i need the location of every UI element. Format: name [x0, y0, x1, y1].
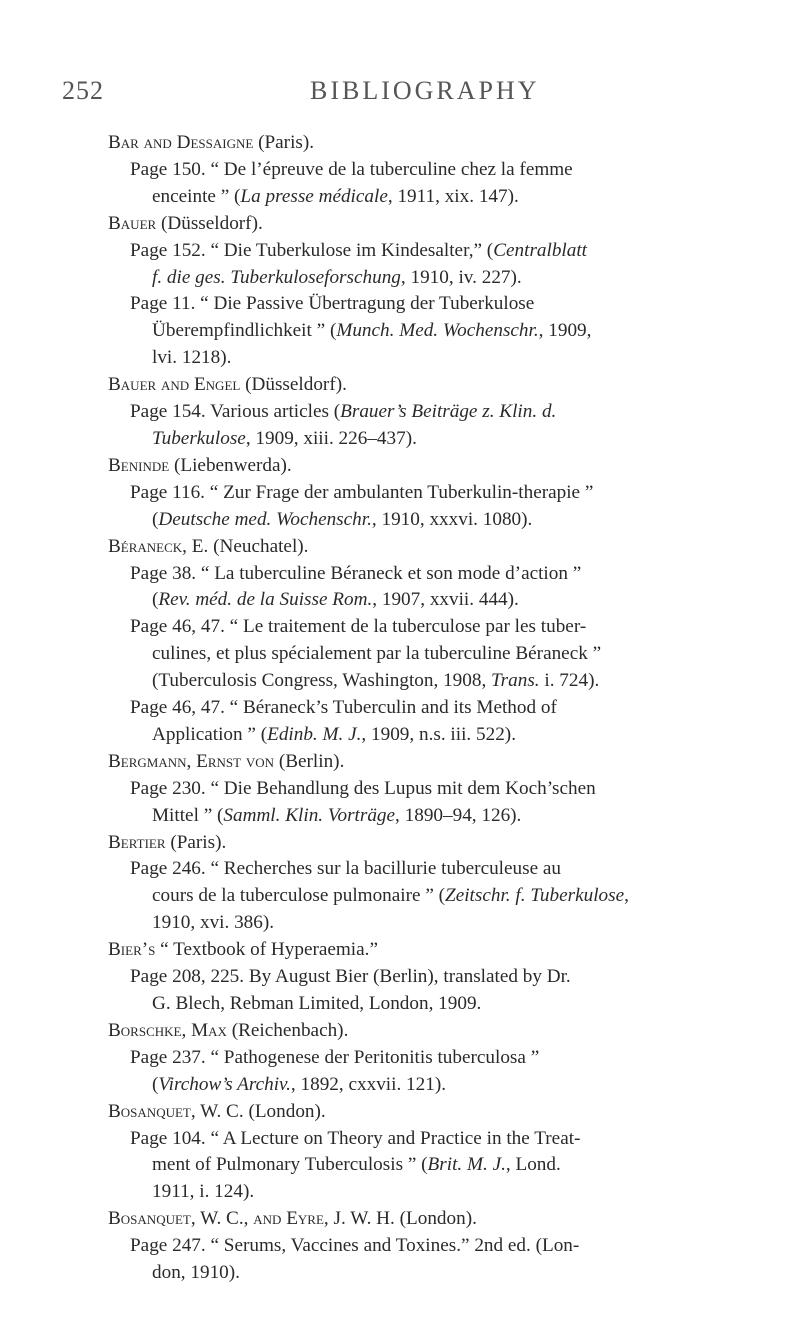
text-segment: Page 154. Various articles (: [130, 401, 341, 423]
entry-author: [108, 937, 748, 964]
bibliography-entry: [108, 1206, 748, 1287]
reference-line: [130, 265, 748, 292]
entry-author: [108, 211, 748, 238]
entry-author: [108, 1206, 748, 1233]
bibliography-entry: [108, 830, 748, 938]
text-segment: (Paris).: [165, 831, 227, 853]
reference-line: [130, 641, 748, 668]
entry-reference: [130, 856, 748, 937]
text-segment: Samml. Klin. Vorträge: [223, 804, 396, 826]
reference-line: [130, 345, 748, 372]
text-segment: Überempfindlichkeit ” (: [152, 320, 337, 342]
entry-reference: [130, 399, 748, 453]
entry-author: [108, 830, 748, 857]
text-segment: f. die ges. Tuberkuloseforschung: [152, 266, 401, 288]
entry-reference: [130, 291, 748, 372]
reference-line: [130, 964, 748, 991]
bibliography-entry: [108, 130, 748, 211]
reference-line: [130, 883, 748, 910]
bibliography-entries: [108, 130, 748, 1287]
text-segment: Bergmann, Ernst von: [108, 750, 275, 772]
bibliography-entry: [108, 749, 748, 830]
text-segment: “ Textbook of Hyperaemia.”: [155, 939, 378, 961]
text-segment: (Tuberculosis Congress, Washington, 1908,: [152, 670, 492, 692]
text-segment: , 1909, xiii. 226–437).: [245, 427, 417, 449]
text-segment: Béraneck, E.: [108, 535, 209, 557]
reference-line: [130, 426, 748, 453]
text-segment: (Düsseldorf).: [156, 212, 263, 234]
text-segment: Virchow’s Archiv.: [158, 1073, 291, 1095]
text-segment: , 1890–94, 126).: [395, 804, 522, 826]
entry-author: [108, 372, 748, 399]
text-segment: (Neuchatel).: [208, 535, 309, 557]
text-segment: enceinte ” (: [152, 185, 241, 207]
text-segment: ment of Pulmonary Tuberculosis ” (: [152, 1154, 428, 1176]
text-segment: Page 208, 225. By August Bier (Berlin), translated by Dr.: [130, 966, 571, 988]
reference-line: [130, 722, 748, 749]
text-segment: Bertier: [108, 831, 166, 853]
reference-line: [130, 157, 748, 184]
text-segment: Page 230. “ Die Behandlung des Lupus mit dem Koch’schen: [130, 777, 596, 799]
bibliography-entry: [108, 372, 748, 453]
reference-line: [130, 399, 748, 426]
text-segment: Page 247. “ Serums, Vaccines and Toxines.” 2nd ed. (Lon-: [130, 1235, 580, 1257]
text-segment: don, 1910).: [152, 1262, 240, 1284]
text-segment: Edinb. M. J.: [267, 723, 362, 745]
reference-line: [130, 1045, 748, 1072]
reference-line: [130, 668, 748, 695]
text-segment: (Reichenbach).: [226, 1019, 349, 1041]
text-segment: Brit. M. J.: [427, 1154, 506, 1176]
entry-reference: [130, 561, 748, 615]
text-segment: Application ” (: [152, 723, 268, 745]
entry-reference: [130, 614, 748, 695]
bibliography-entry: [108, 1099, 748, 1207]
text-segment: Mittel ” (: [152, 804, 224, 826]
reference-line: [130, 910, 748, 937]
reference-line: [130, 507, 748, 534]
text-segment: Trans.: [491, 670, 540, 692]
text-segment: (London).: [394, 1208, 477, 1230]
reference-line: [130, 1179, 748, 1206]
reference-line: [130, 1152, 748, 1179]
text-segment: Page 246. “ Recherches sur la bacillurie tuberculeuse au: [130, 858, 562, 880]
text-segment: (: [152, 1073, 159, 1095]
text-segment: (Berlin).: [274, 750, 345, 772]
text-segment: Zeitschr. f. Tuberkulose: [445, 885, 625, 907]
text-segment: Centralblatt: [493, 239, 588, 261]
text-segment: Page 116. “ Zur Frage der ambulanten Tuberkulin-therapie ”: [130, 481, 594, 503]
page-number: 252: [62, 76, 104, 105]
text-segment: G. Blech, Rebman Limited, London, 1909.: [152, 993, 482, 1014]
entry-reference: [130, 695, 748, 749]
text-segment: Page 46, 47. “ Le traitement de la tuberculose par les tuber-: [130, 616, 587, 638]
text-segment: i. 724).: [539, 670, 600, 692]
reference-line: [130, 776, 748, 803]
bibliography-entry: [108, 211, 748, 372]
text-segment: Bier’s: [108, 939, 156, 961]
text-segment: , 1909,: [538, 320, 592, 342]
reference-line: [130, 291, 748, 318]
entry-reference: [130, 238, 748, 292]
entry-author: [108, 1018, 748, 1045]
text-segment: 1910, xvi. 386).: [152, 912, 275, 934]
text-segment: Page 104. “ A Lecture on Theory and Practice in the Treat-: [130, 1127, 581, 1149]
entry-reference: [130, 964, 748, 1018]
reference-line: [130, 856, 748, 883]
text-segment: La presse médicale: [240, 185, 388, 207]
text-segment: Munch. Med. Wochenschr.: [336, 320, 539, 342]
text-segment: , Lond.: [505, 1154, 561, 1176]
reference-line: [130, 238, 748, 265]
text-segment: (: [152, 508, 159, 530]
reference-line: [130, 1126, 748, 1153]
text-segment: ,: [624, 885, 629, 907]
reference-line: [130, 991, 748, 1018]
entry-author: [108, 130, 748, 157]
text-segment: , 1910, xxxvi. 1080).: [371, 508, 533, 530]
text-segment: Bauer and Engel: [108, 374, 241, 396]
text-segment: Rev. méd. de la Suisse Rom.: [158, 589, 373, 611]
reference-line: [130, 614, 748, 641]
text-segment: Bosanquet, W. C., and Eyre, J. W. H.: [108, 1208, 395, 1230]
entry-reference: [130, 157, 748, 211]
text-segment: Borschke, Max: [108, 1019, 227, 1041]
text-segment: , 1907, xxvii. 444).: [372, 589, 519, 611]
text-segment: (: [152, 589, 159, 611]
text-segment: Page 237. “ Pathogenese der Peritonitis tuberculosa ”: [130, 1046, 540, 1068]
text-segment: Bosanquet, W. C.: [108, 1100, 244, 1122]
text-segment: , 1909, n.s. iii. 522).: [361, 723, 516, 745]
entry-reference: [130, 776, 748, 830]
entry-reference: [130, 1045, 748, 1099]
text-segment: Page 46, 47. “ Béraneck’s Tuberculin and its Method of: [130, 697, 557, 719]
text-segment: Page 38. “ La tuberculine Béraneck et son mode d’action ”: [130, 562, 582, 584]
bibliography-entry: [108, 453, 748, 534]
reference-line: [130, 184, 748, 211]
bibliography-entry: [108, 534, 748, 749]
text-segment: (Paris).: [253, 132, 315, 153]
entry-author: [108, 749, 748, 776]
text-segment: , 1910, iv. 227).: [400, 266, 522, 288]
text-segment: , 1892, cxxvii. 121).: [290, 1073, 447, 1095]
reference-line: [130, 1072, 748, 1099]
reference-line: [130, 1233, 748, 1260]
page-header: [0, 76, 800, 116]
bibliography-entry: [108, 1018, 748, 1099]
text-segment: Tuberkulose: [152, 427, 246, 449]
text-segment: Page 150. “ De l’épreuve de la tuberculine chez la femme: [130, 158, 573, 180]
text-segment: lvi. 1218).: [152, 347, 232, 369]
running-head: BIBLIOGRAPHY: [310, 76, 540, 105]
entry-reference: [130, 1126, 748, 1207]
text-segment: Brauer’s Beiträge z. Klin. d.: [340, 401, 557, 423]
entry-reference: [130, 480, 748, 534]
reference-line: [130, 803, 748, 830]
text-segment: Bauer: [108, 212, 157, 234]
reference-line: [130, 561, 748, 588]
text-segment: Beninde: [108, 454, 170, 476]
text-segment: , 1911, xix. 147).: [387, 185, 519, 207]
text-segment: cours de la tuberculose pulmonaire ” (: [152, 885, 446, 907]
text-segment: Bar and Dessaigne: [108, 132, 254, 153]
reference-line: [130, 480, 748, 507]
text-segment: (London).: [243, 1100, 326, 1122]
reference-line: [130, 318, 748, 345]
entry-reference: [130, 1233, 748, 1287]
entry-author: [108, 534, 748, 561]
reference-line: [130, 695, 748, 722]
text-segment: (Düsseldorf).: [240, 374, 347, 396]
bibliography-entry: [108, 937, 748, 1018]
text-segment: Deutsche med. Wochenschr.: [158, 508, 372, 530]
text-segment: Page 152. “ Die Tuberkulose im Kindesalter,” (: [130, 239, 494, 261]
entry-author: [108, 453, 748, 480]
text-segment: (Liebenwerda).: [169, 454, 292, 476]
entry-author: [108, 1099, 748, 1126]
reference-line: [130, 587, 748, 614]
text-segment: 1911, i. 124).: [152, 1181, 255, 1203]
reference-line: [130, 1260, 748, 1287]
text-segment: Page 11. “ Die Passive Übertragung der Tuberkulose: [130, 293, 535, 315]
text-segment: culines, et plus spécialement par la tuberculine Béraneck ”: [152, 643, 602, 665]
